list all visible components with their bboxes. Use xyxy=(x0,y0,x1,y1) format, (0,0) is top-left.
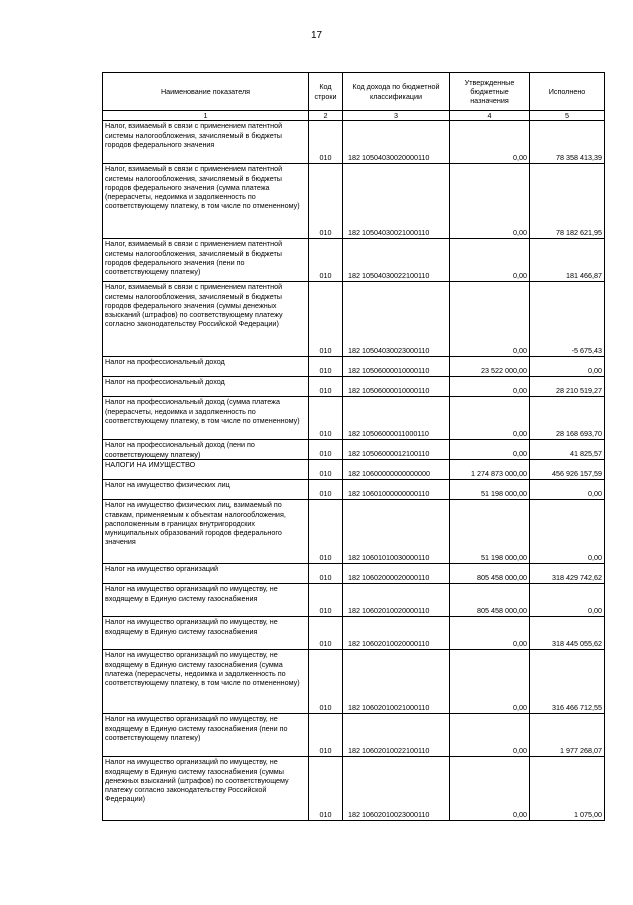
approved-amount-cell: 0,00 xyxy=(450,377,530,397)
table-row xyxy=(103,357,605,377)
column-number: 3 xyxy=(343,111,450,121)
approved-amount-cell: 805 458 000,00 xyxy=(450,564,530,584)
executed-amount-cell: 78 358 413,39 xyxy=(530,121,605,164)
approved-amount-cell: 0,00 xyxy=(450,164,530,239)
table-row xyxy=(103,480,605,500)
approved-amount-cell: 23 522 000,00 xyxy=(450,357,530,377)
row-code-cell: 010 xyxy=(309,714,343,757)
indicator-name-cell: Налог на имущество организаций по имуществу, не входящему в Единую систему газоснабжения (сумма платежа (перерасчеты, недоимка и задолженность по соответствующему платежу, в том числе по отмененному) xyxy=(103,650,309,714)
indicator-name-cell: НАЛОГИ НА ИМУЩЕСТВО xyxy=(103,460,309,480)
income-code-cell: 182 10602010020000110 xyxy=(343,617,450,650)
indicator-name-cell: Налог на профессиональный доход (пени по соответствующему платежу) xyxy=(103,440,309,460)
header-approved: Утвержденные бюджетные назначения xyxy=(450,73,530,111)
budget-execution-table xyxy=(102,72,605,821)
income-code-cell: 182 10602010021000110 xyxy=(343,650,450,714)
table-row xyxy=(103,714,605,757)
executed-amount-cell: 1 977 268,07 xyxy=(530,714,605,757)
row-code-cell: 010 xyxy=(309,480,343,500)
indicator-name-cell: Налог на профессиональный доход xyxy=(103,357,309,377)
income-code-cell: 182 10602010023000110 xyxy=(343,757,450,821)
approved-amount-cell: 805 458 000,00 xyxy=(450,584,530,617)
row-code-cell: 010 xyxy=(309,397,343,440)
row-code-cell: 010 xyxy=(309,650,343,714)
column-number: 4 xyxy=(450,111,530,121)
income-code-cell: 182 10504030022100110 xyxy=(343,239,450,282)
table-row xyxy=(103,650,605,714)
row-code-cell: 010 xyxy=(309,617,343,650)
executed-amount-cell: 1 075,00 xyxy=(530,757,605,821)
table-row xyxy=(103,377,605,397)
row-code-cell: 010 xyxy=(309,584,343,617)
executed-amount-cell: 181 466,87 xyxy=(530,239,605,282)
approved-amount-cell: 0,00 xyxy=(450,121,530,164)
indicator-name-cell: Налог, взимаемый в связи с применением патентной системы налогообложения, зачисляемый в бюджеты городов федерального значения (суммы денежных взысканий (штрафов) по соответствующему платежу согласно законодательству Российской Федерации) xyxy=(103,282,309,357)
approved-amount-cell: 0,00 xyxy=(450,714,530,757)
indicator-name-cell: Налог на имущество организаций xyxy=(103,564,309,584)
indicator-name-cell: Налог на профессиональный доход (сумма платежа (перерасчеты, недоимка и задолженность по соответствующему платежу, в том числе по отмененному) xyxy=(103,397,309,440)
indicator-name-cell: Налог, взимаемый в связи с применением патентной системы налогообложения, зачисляемый в бюджеты городов федерального значения xyxy=(103,121,309,164)
table-row xyxy=(103,617,605,650)
indicator-name-cell: Налог на имущество организаций по имуществу, не входящему в Единую систему газоснабжения xyxy=(103,617,309,650)
table-row xyxy=(103,397,605,440)
income-code-cell: 182 10600000000000000 xyxy=(343,460,450,480)
income-code-cell: 182 10602010020000110 xyxy=(343,584,450,617)
table-row xyxy=(103,564,605,584)
income-code-cell: 182 10601000000000110 xyxy=(343,480,450,500)
executed-amount-cell: 28 210 519,27 xyxy=(530,377,605,397)
indicator-name-cell: Налог на профессиональный доход xyxy=(103,377,309,397)
approved-amount-cell: 0,00 xyxy=(450,282,530,357)
indicator-name-cell: Налог на имущество организаций по имуществу, не входящему в Единую систему газоснабжения (суммы денежных взысканий (штрафов) по соответствующему платежу согласно законодательству Российской Федерации) xyxy=(103,757,309,821)
income-code-cell: 182 10504030023000110 xyxy=(343,282,450,357)
header-indicator-name: Наименование показателя xyxy=(103,73,309,111)
row-code-cell: 010 xyxy=(309,564,343,584)
row-code-cell: 010 xyxy=(309,164,343,239)
income-code-cell: 182 10602000020000110 xyxy=(343,564,450,584)
table-row xyxy=(103,500,605,564)
executed-amount-cell: -5 675,43 xyxy=(530,282,605,357)
header-income-code: Код дохода по бюджетной классификации xyxy=(343,73,450,111)
column-number-row xyxy=(103,111,605,121)
indicator-name-cell: Налог на имущество организаций по имуществу, не входящему в Единую систему газоснабжения xyxy=(103,584,309,617)
row-code-cell: 010 xyxy=(309,357,343,377)
row-code-cell: 010 xyxy=(309,121,343,164)
executed-amount-cell: 41 825,57 xyxy=(530,440,605,460)
indicator-name-cell: Налог на имущество организаций по имуществу, не входящему в Единую систему газоснабжения (пени по соответствующему платежу) xyxy=(103,714,309,757)
income-code-cell: 182 10602010022100110 xyxy=(343,714,450,757)
approved-amount-cell: 51 198 000,00 xyxy=(450,500,530,564)
indicator-name-cell: Налог, взимаемый в связи с применением патентной системы налогообложения, зачисляемый в бюджеты городов федерального значения (пени по соответствующему платежу) xyxy=(103,239,309,282)
table-header-row xyxy=(103,73,605,111)
header-executed: Исполнено xyxy=(530,73,605,111)
executed-amount-cell: 28 168 693,70 xyxy=(530,397,605,440)
income-code-cell: 182 10506000010000110 xyxy=(343,357,450,377)
income-code-cell: 182 10601010030000110 xyxy=(343,500,450,564)
column-number: 5 xyxy=(530,111,605,121)
approved-amount-cell: 1 274 873 000,00 xyxy=(450,460,530,480)
table-row xyxy=(103,460,605,480)
approved-amount-cell: 0,00 xyxy=(450,757,530,821)
page-number: 17 xyxy=(310,30,323,41)
income-code-cell: 182 10506000012100110 xyxy=(343,440,450,460)
row-code-cell: 010 xyxy=(309,440,343,460)
executed-amount-cell: 0,00 xyxy=(530,500,605,564)
approved-amount-cell: 0,00 xyxy=(450,239,530,282)
approved-amount-cell: 51 198 000,00 xyxy=(450,480,530,500)
executed-amount-cell: 0,00 xyxy=(530,480,605,500)
executed-amount-cell: 316 466 712,55 xyxy=(530,650,605,714)
income-code-cell: 182 10506000011000110 xyxy=(343,397,450,440)
indicator-name-cell: Налог на имущество физических лиц xyxy=(103,480,309,500)
income-code-cell: 182 10506000010000110 xyxy=(343,377,450,397)
header-row-code: Код строки xyxy=(309,73,343,111)
row-code-cell: 010 xyxy=(309,239,343,282)
income-code-cell: 182 10504030020000110 xyxy=(343,121,450,164)
table-row xyxy=(103,584,605,617)
executed-amount-cell: 318 429 742,62 xyxy=(530,564,605,584)
column-number: 2 xyxy=(309,111,343,121)
executed-amount-cell: 456 926 157,59 xyxy=(530,460,605,480)
row-code-cell: 010 xyxy=(309,282,343,357)
indicator-name-cell: Налог, взимаемый в связи с применением патентной системы налогообложения, зачисляемый в бюджеты городов федерального значения (сумма платежа (перерасчеты, недоимка и задолженность по соответствующему платежу, в том числе по отмененному) xyxy=(103,164,309,239)
row-code-cell: 010 xyxy=(309,377,343,397)
executed-amount-cell: 0,00 xyxy=(530,584,605,617)
column-number: 1 xyxy=(103,111,309,121)
table-row xyxy=(103,757,605,821)
row-code-cell: 010 xyxy=(309,500,343,564)
approved-amount-cell: 0,00 xyxy=(450,397,530,440)
approved-amount-cell: 0,00 xyxy=(450,617,530,650)
indicator-name-cell: Налог на имущество физических лиц, взимаемый по ставкам, применяемым к объектам налогообложения, расположенным в границах внутригородских муниципальных образований городов федерального значения xyxy=(103,500,309,564)
executed-amount-cell: 0,00 xyxy=(530,357,605,377)
executed-amount-cell: 78 182 621,95 xyxy=(530,164,605,239)
table-row xyxy=(103,282,605,357)
table-row xyxy=(103,121,605,164)
row-code-cell: 010 xyxy=(309,460,343,480)
income-code-cell: 182 10504030021000110 xyxy=(343,164,450,239)
row-code-cell: 010 xyxy=(309,757,343,821)
table-row xyxy=(103,164,605,239)
table-row xyxy=(103,239,605,282)
table-row xyxy=(103,440,605,460)
executed-amount-cell: 318 445 055,62 xyxy=(530,617,605,650)
approved-amount-cell: 0,00 xyxy=(450,440,530,460)
approved-amount-cell: 0,00 xyxy=(450,650,530,714)
